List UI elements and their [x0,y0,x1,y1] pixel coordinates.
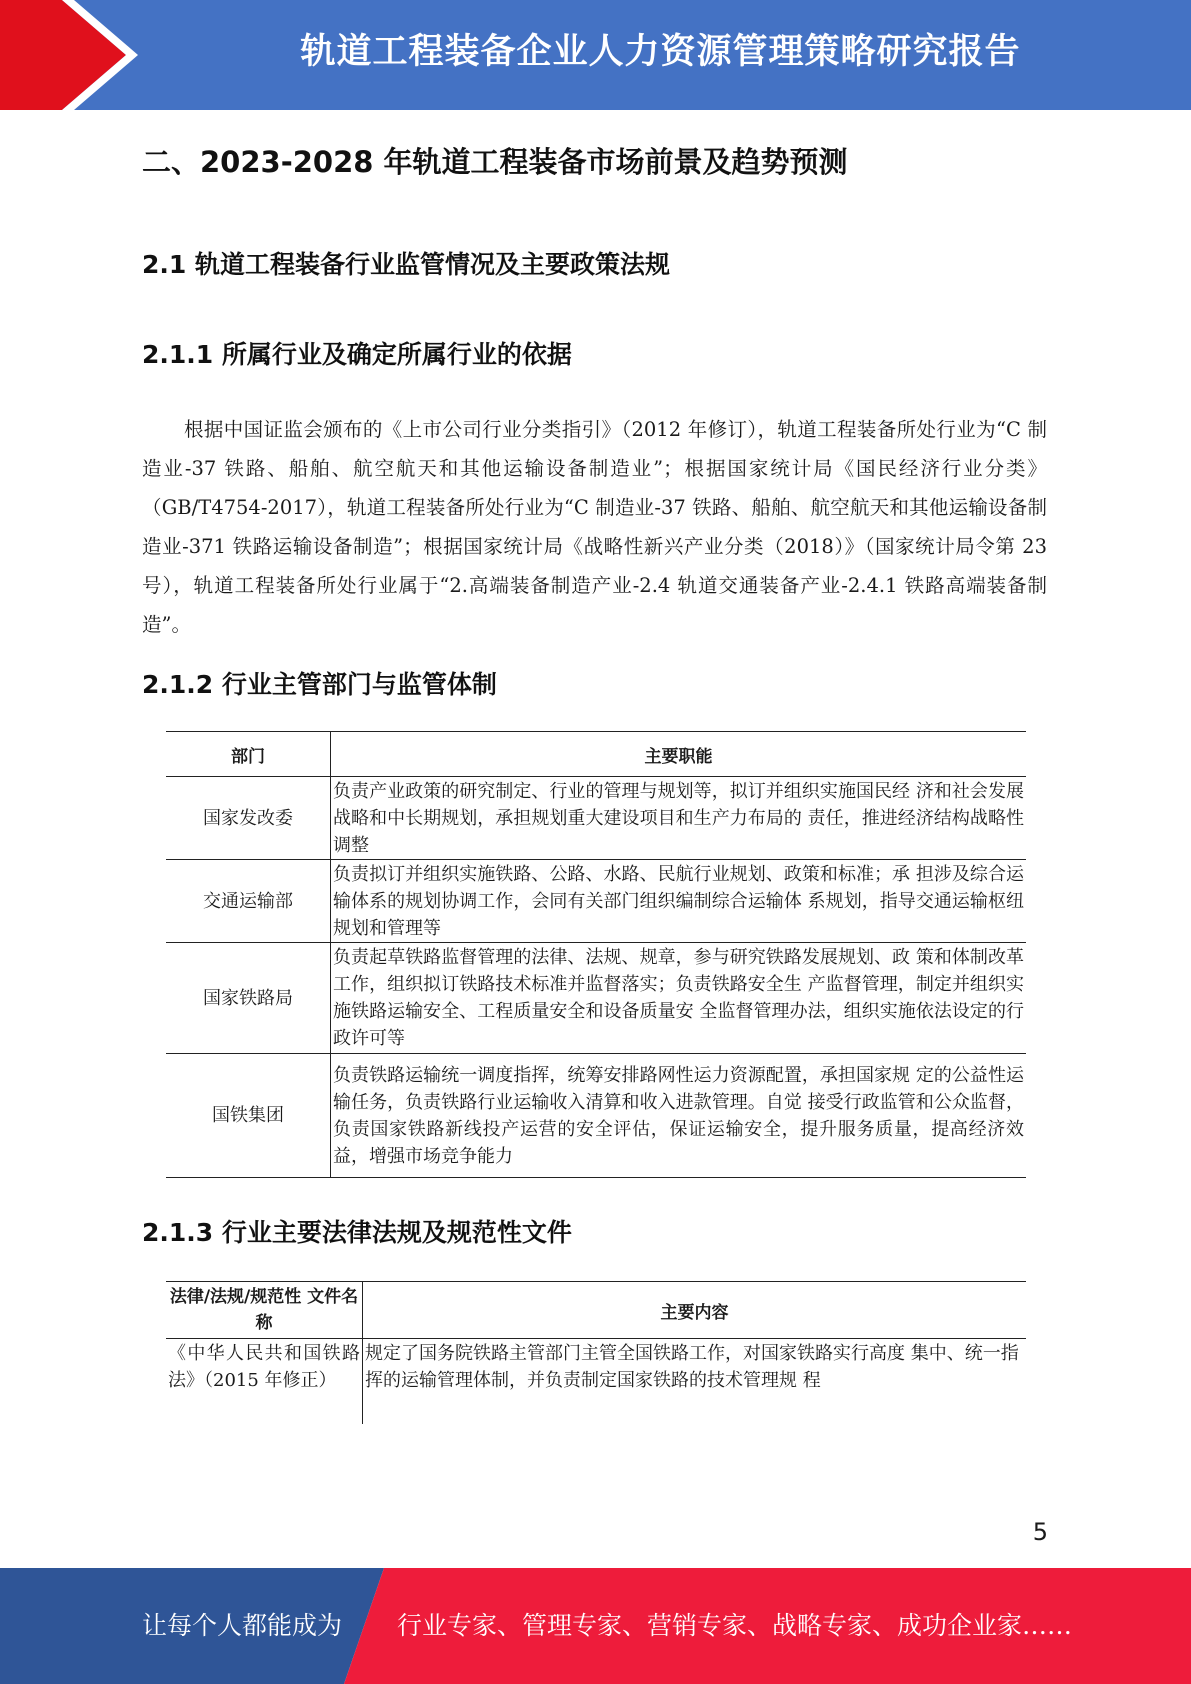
report-title: 轨道工程装备企业人力资源管理策略研究报告 [300,32,1021,72]
page-number: 5 [1032,1518,1048,1546]
subsection-title: 2.1 轨道工程装备行业监管情况及主要政策法规 [142,250,670,279]
duty-cell: 负责铁路运输统一调度指挥，统筹安排路网性运力资源配置，承担国家规 定的公益性运输任务，负责铁路行业运输收入清算和收入进款管理。自觉 接受行政监管和公众监督，负责国家铁路新线投产运营的安全评估，保证运输安全，提升服务质量，提高经济效益，增强市场竞争能力 [331,1054,1027,1178]
department-cell: 国家发改委 [166,777,331,860]
department-cell: 交通运输部 [166,860,331,943]
subsection-2-1-2-title: 2.1.2 行业主管部门与监管体制 [142,670,497,699]
header-chevron-decoration [0,0,150,110]
duty-cell: 负责拟订并组织实施铁路、公路、水路、民航行业规划、政策和标准；承 担涉及综合运输体系的规划协调工作，会同有关部门组织编制综合运输体 系规划，指导交通运输枢纽规划和管理等 [331,860,1027,943]
table-header-row [166,1282,1026,1339]
footer-slogan-left: 让每个人都能成为 [142,1611,343,1640]
table-row [166,943,1026,1054]
table-row [166,777,1026,860]
subsection-2-1-1-title: 2.1.1 所属行业及确定所属行业的依据 [142,340,572,369]
duty-cell: 负责产业政策的研究制定、行业的管理与规划等，拟订并组织实施国民经 济和社会发展战略和中长期规划，承担规划重大建设项目和生产力布局的 责任，推进经济结构战略性调整 [331,777,1027,860]
department-cell: 国铁集团 [166,1054,331,1178]
column-header-main-content: 主要内容 [363,1282,1027,1339]
section-title: 二、2023-2028 年轨道工程装备市场前景及趋势预测 [142,145,848,179]
column-header-law-name: 法律/法规/规范性 文件名称 [166,1282,363,1339]
page-header [0,0,1191,110]
duty-cell: 负责起草铁路监督管理的法律、法规、规章，参与研究铁路发展规划、政 策和体制改革工作，组织拟订铁路技术标准并监督落实；负责铁路安全生 产监督管理，制定并组织实施铁路运输安全、工程质量安全和设备质量安 全监督管理办法，组织实施依法设定的行政许可等 [331,943,1027,1054]
regulators-table [166,731,1026,1178]
subsection-2-1-3-title: 2.1.3 行业主要法律法规及规范性文件 [142,1218,572,1247]
table-row [166,1054,1026,1178]
law-name-cell: 《中华人民共和国铁路法》（2015 年修正） [166,1339,363,1425]
table-header-row [166,732,1026,777]
law-content-cell: 规定了国务院铁路主管部门主管全国铁路工作，对国家铁路实行高度 集中、统一指挥的运输管理体制，并负责制定国家铁路的技术管理规 程 [365,1343,1019,1391]
column-header-department: 部门 [166,732,331,777]
column-header-duties: 主要职能 [331,732,1027,777]
table-row [166,860,1026,943]
footer-slogan-right: 行业专家、管理专家、营销专家、战略专家、成功企业家…… [397,1611,1073,1640]
table-row [166,1339,1026,1425]
page-footer [0,1568,1191,1684]
laws-table [166,1281,1026,1424]
industry-classification-paragraph: 根据中国证监会颁布的《上市公司行业分类指引》（2012 年修订），轨道工程装备所处行业为“C 制造业-37 铁路、船舶、航空航天和其他运输设备制造业”；根据国家统计局《国民经济行业分类》（GB/T4754-2017），轨道工程装备所处行业为“C 制造业-37 铁路、船舶、航空航天和其他运输设备制造业-371 铁路运输设备制造”；根据国家统计局《战略性新兴产业分类（2018）》（国家统计局令第 23 号），轨道工程装备所处行业属于“2.高端装备制造产业-2.4 轨道交通装备产业-2.4.1 铁路高端装备制造”。 [142,418,1047,636]
department-cell: 国家铁路局 [166,943,331,1054]
